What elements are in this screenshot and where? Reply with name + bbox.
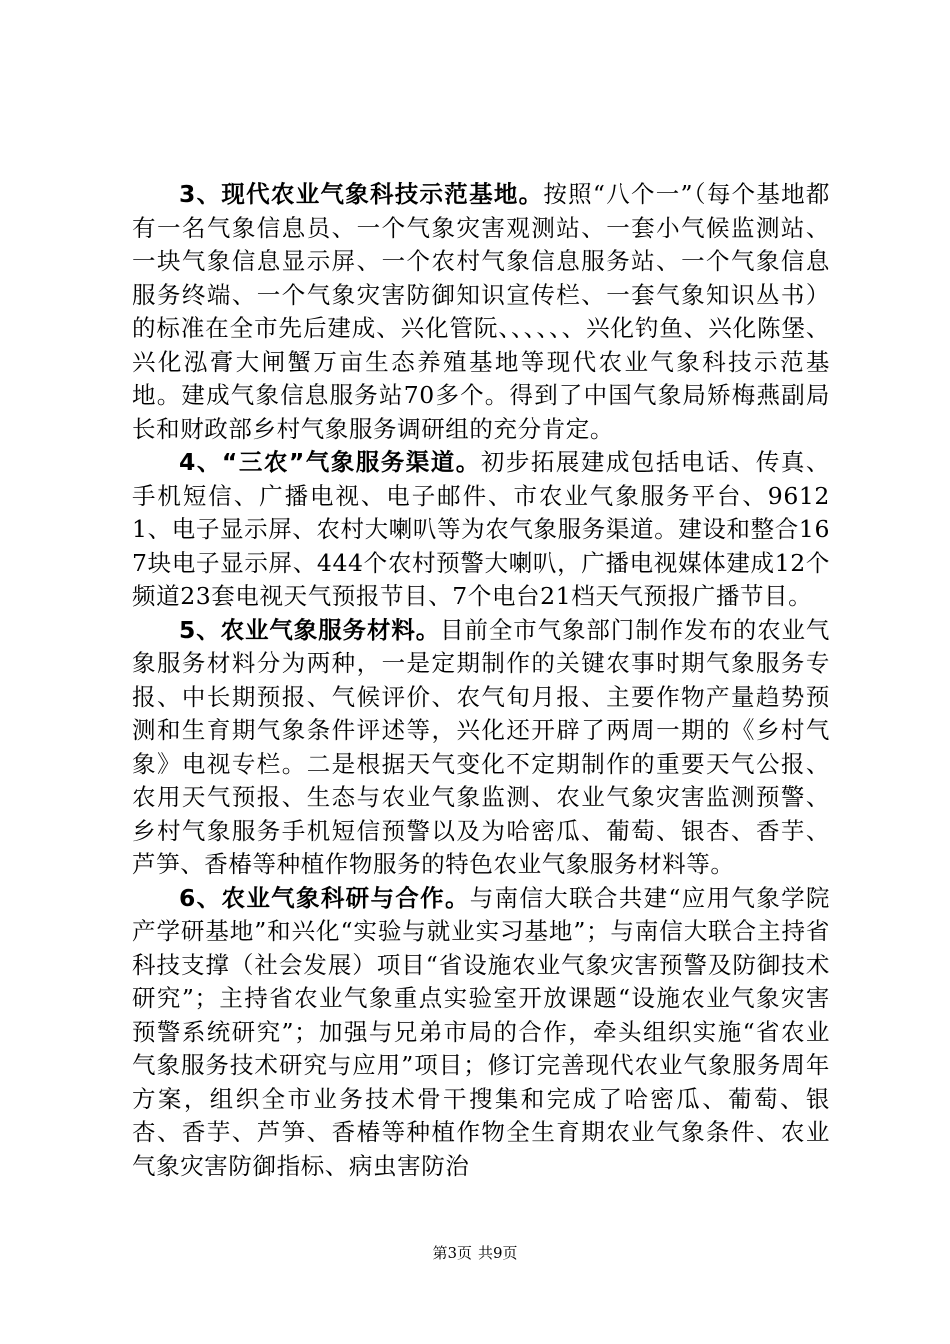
paragraph-text: 按照“八个一”（每个基地都有一名气象信息员、一个气象灾害观测站、一套小气候监测站、一块气象信息显示屏、一个农村气象信息服务站、一个气象信息服务终端、一个气象灾害防御知识宣传栏、一套气象知识丛书）的标准在全市先后建成、兴化管阮、、、、、、兴化钓鱼、兴化陈堡、兴化泓膏大闸蟹万亩生态养殖基地等现代农业气象科技示范基地。建成气象信息服务站70多个。得到了中国气象局矫梅燕副局长和财政部乡村气象服务调研组的充分肯定。	[132, 180, 830, 443]
document-body	[132, 178, 830, 1183]
page-footer	[0, 1243, 950, 1263]
page-total: 共9页	[478, 1244, 518, 1262]
paragraph-text: 与南信大联合共建“应用气象学院产学研基地”和兴化“实验与就业实习基地”；与南信大联合主持省科技支撑（社会发展）项目“省设施农业气象灾害预警及防御技术研究”；主持省农业气象重点实验室开放课题“设施农业气象灾害预警系统研究”；加强与兄弟市局的合作，牵头组织实施“省农业气象服务技术研究与应用”项目；修订完善现代农业气象服务周年方案，组织全市业务技术骨干搜集和完成了哈密瓜、葡萄、银杏、香芋、芦笋、香椿等种植作物全生育期农业气象条件、农业气象灾害防御指标、病虫害防治	[132, 883, 830, 1180]
paragraph-research-cooperation	[132, 882, 830, 1184]
paragraph-heading: 6、农业气象科研与合作。	[179, 883, 470, 912]
paragraph-heading: 5、农业气象服务材料。	[179, 615, 441, 644]
paragraph-agri-demo-base	[132, 178, 830, 446]
paragraph-service-channels	[132, 446, 830, 614]
paragraph-service-materials	[132, 614, 830, 882]
paragraph-heading: 3、现代农业气象科技示范基地。	[179, 180, 544, 208]
paragraph-heading: 4、“三农”气象服务渠道。	[179, 448, 481, 476]
paragraph-text: 初步拓展建成包括电话、传真、手机短信、广播电视、电子邮件、市农业气象服务平台、96121、电子显示屏、农村大喇叭等为农气象服务渠道。建设和整合167块电子显示屏、444个农村预警大喇叭，广播电视媒体建成12个频道23套电视天气预报节目、7个电台21档天气预报广播节目。	[132, 448, 831, 610]
paragraph-text: 目前全市气象部门制作发布的农业气象服务材料分为两种，一是定期制作的关键农事时期气象服务专报、中长期预报、气候评价、农气旬月报、主要作物产量趋势预测和生育期气象条件评述等，兴化还开辟了两周一期的《乡村气象》电视专栏。二是根据天气变化不定期制作的重要天气公报、农用天气预报、生态与农业气象监测、农业气象灾害监测预警、乡村气象服务手机短信预警以及为哈密瓜、葡萄、银杏、香芋、芦笋、香椿等种植作物服务的特色农业气象服务材料等。	[132, 615, 830, 878]
page-number: 第3页	[432, 1244, 472, 1262]
